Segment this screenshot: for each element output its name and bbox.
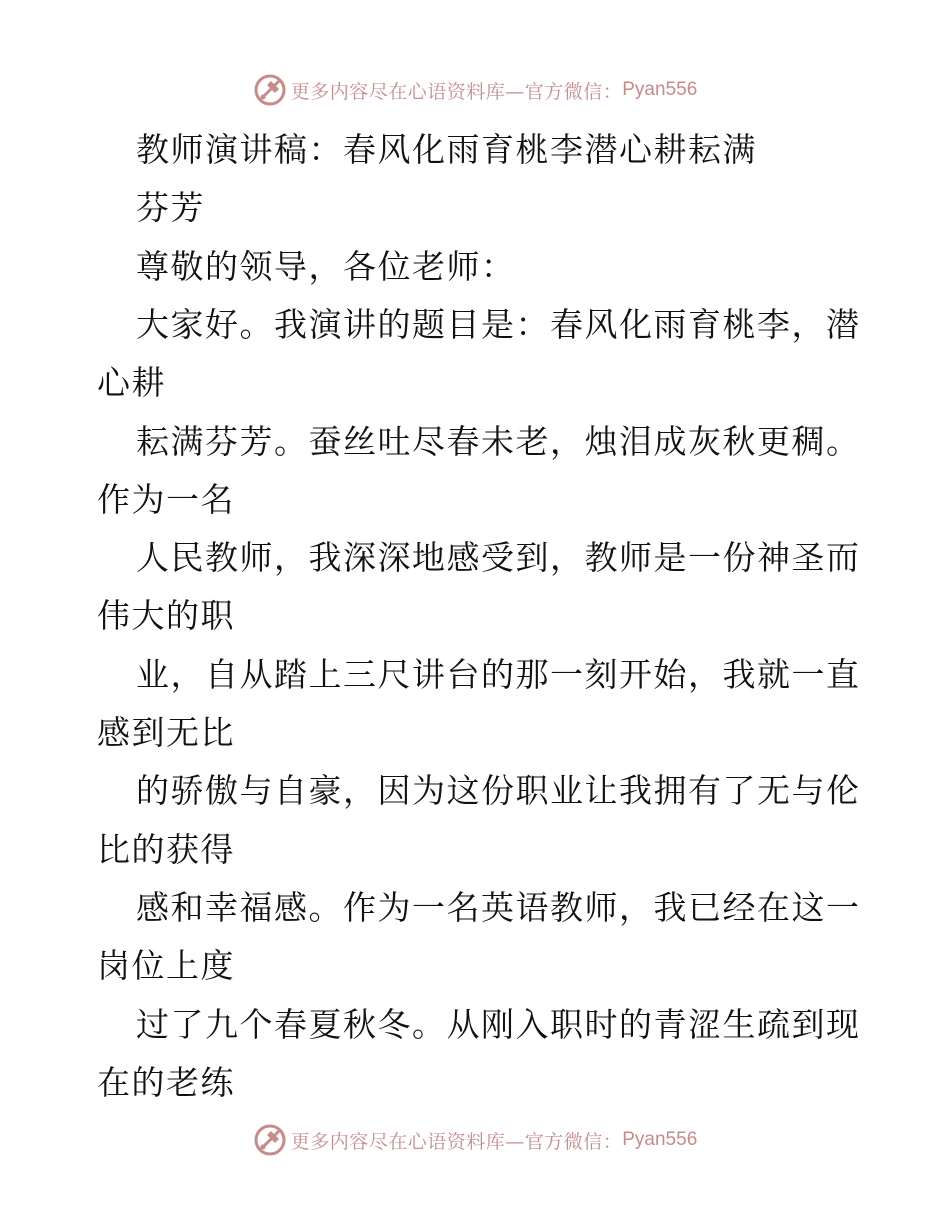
paragraph-line: 作为一名 bbox=[97, 480, 235, 519]
title-line-2: 芬芳 bbox=[136, 188, 205, 227]
watermark-wechat-id: Pyan556 bbox=[622, 1129, 698, 1150]
paragraph-line: 心耕 bbox=[97, 363, 166, 402]
paragraph-line: 比的获得 bbox=[97, 830, 235, 869]
paragraph-line: 感到无比 bbox=[97, 713, 235, 752]
watermark-text: 更多内容尽在心语资料库—官方微信： bbox=[290, 80, 623, 103]
watermark-logo-icon bbox=[253, 73, 287, 107]
watermark-text: 更多内容尽在心语资料库—官方微信： bbox=[290, 1130, 623, 1153]
footer-watermark bbox=[0, 1120, 950, 1160]
paragraph-line: 感和幸福感。作为一名英语教师，我已经在这一 bbox=[136, 888, 861, 927]
paragraph-line: 人民教师，我深深地感受到，教师是一份神圣而 bbox=[136, 538, 861, 577]
watermark-logo-icon bbox=[253, 1123, 287, 1157]
paragraph-line: 耘满芬芳。蚕丝吐尽春未老，烛泪成灰秋更稠。 bbox=[136, 422, 861, 461]
paragraph-line: 岗位上度 bbox=[97, 946, 235, 985]
paragraph-line: 的骄傲与自豪，因为这份职业让我拥有了无与伦 bbox=[136, 771, 861, 810]
salutation-line: 尊敬的领导，各位老师： bbox=[136, 247, 516, 286]
watermark-wechat-id: Pyan556 bbox=[622, 79, 698, 100]
paragraph-line: 业，自从踏上三尺讲台的那一刻开始，我就一直 bbox=[136, 655, 861, 694]
header-watermark bbox=[0, 70, 950, 110]
paragraph-line: 在的老练 bbox=[97, 1063, 235, 1102]
paragraph-line: 伟大的职 bbox=[97, 596, 235, 635]
paragraph-line: 大家好。我演讲的题目是：春风化雨育桃李，潜 bbox=[136, 305, 861, 344]
title-line-1: 教师演讲稿：春风化雨育桃李潜心耕耘满 bbox=[136, 130, 757, 169]
paragraph-line: 过了九个春夏秋冬。从刚入职时的青涩生疏到现 bbox=[136, 1005, 861, 1044]
